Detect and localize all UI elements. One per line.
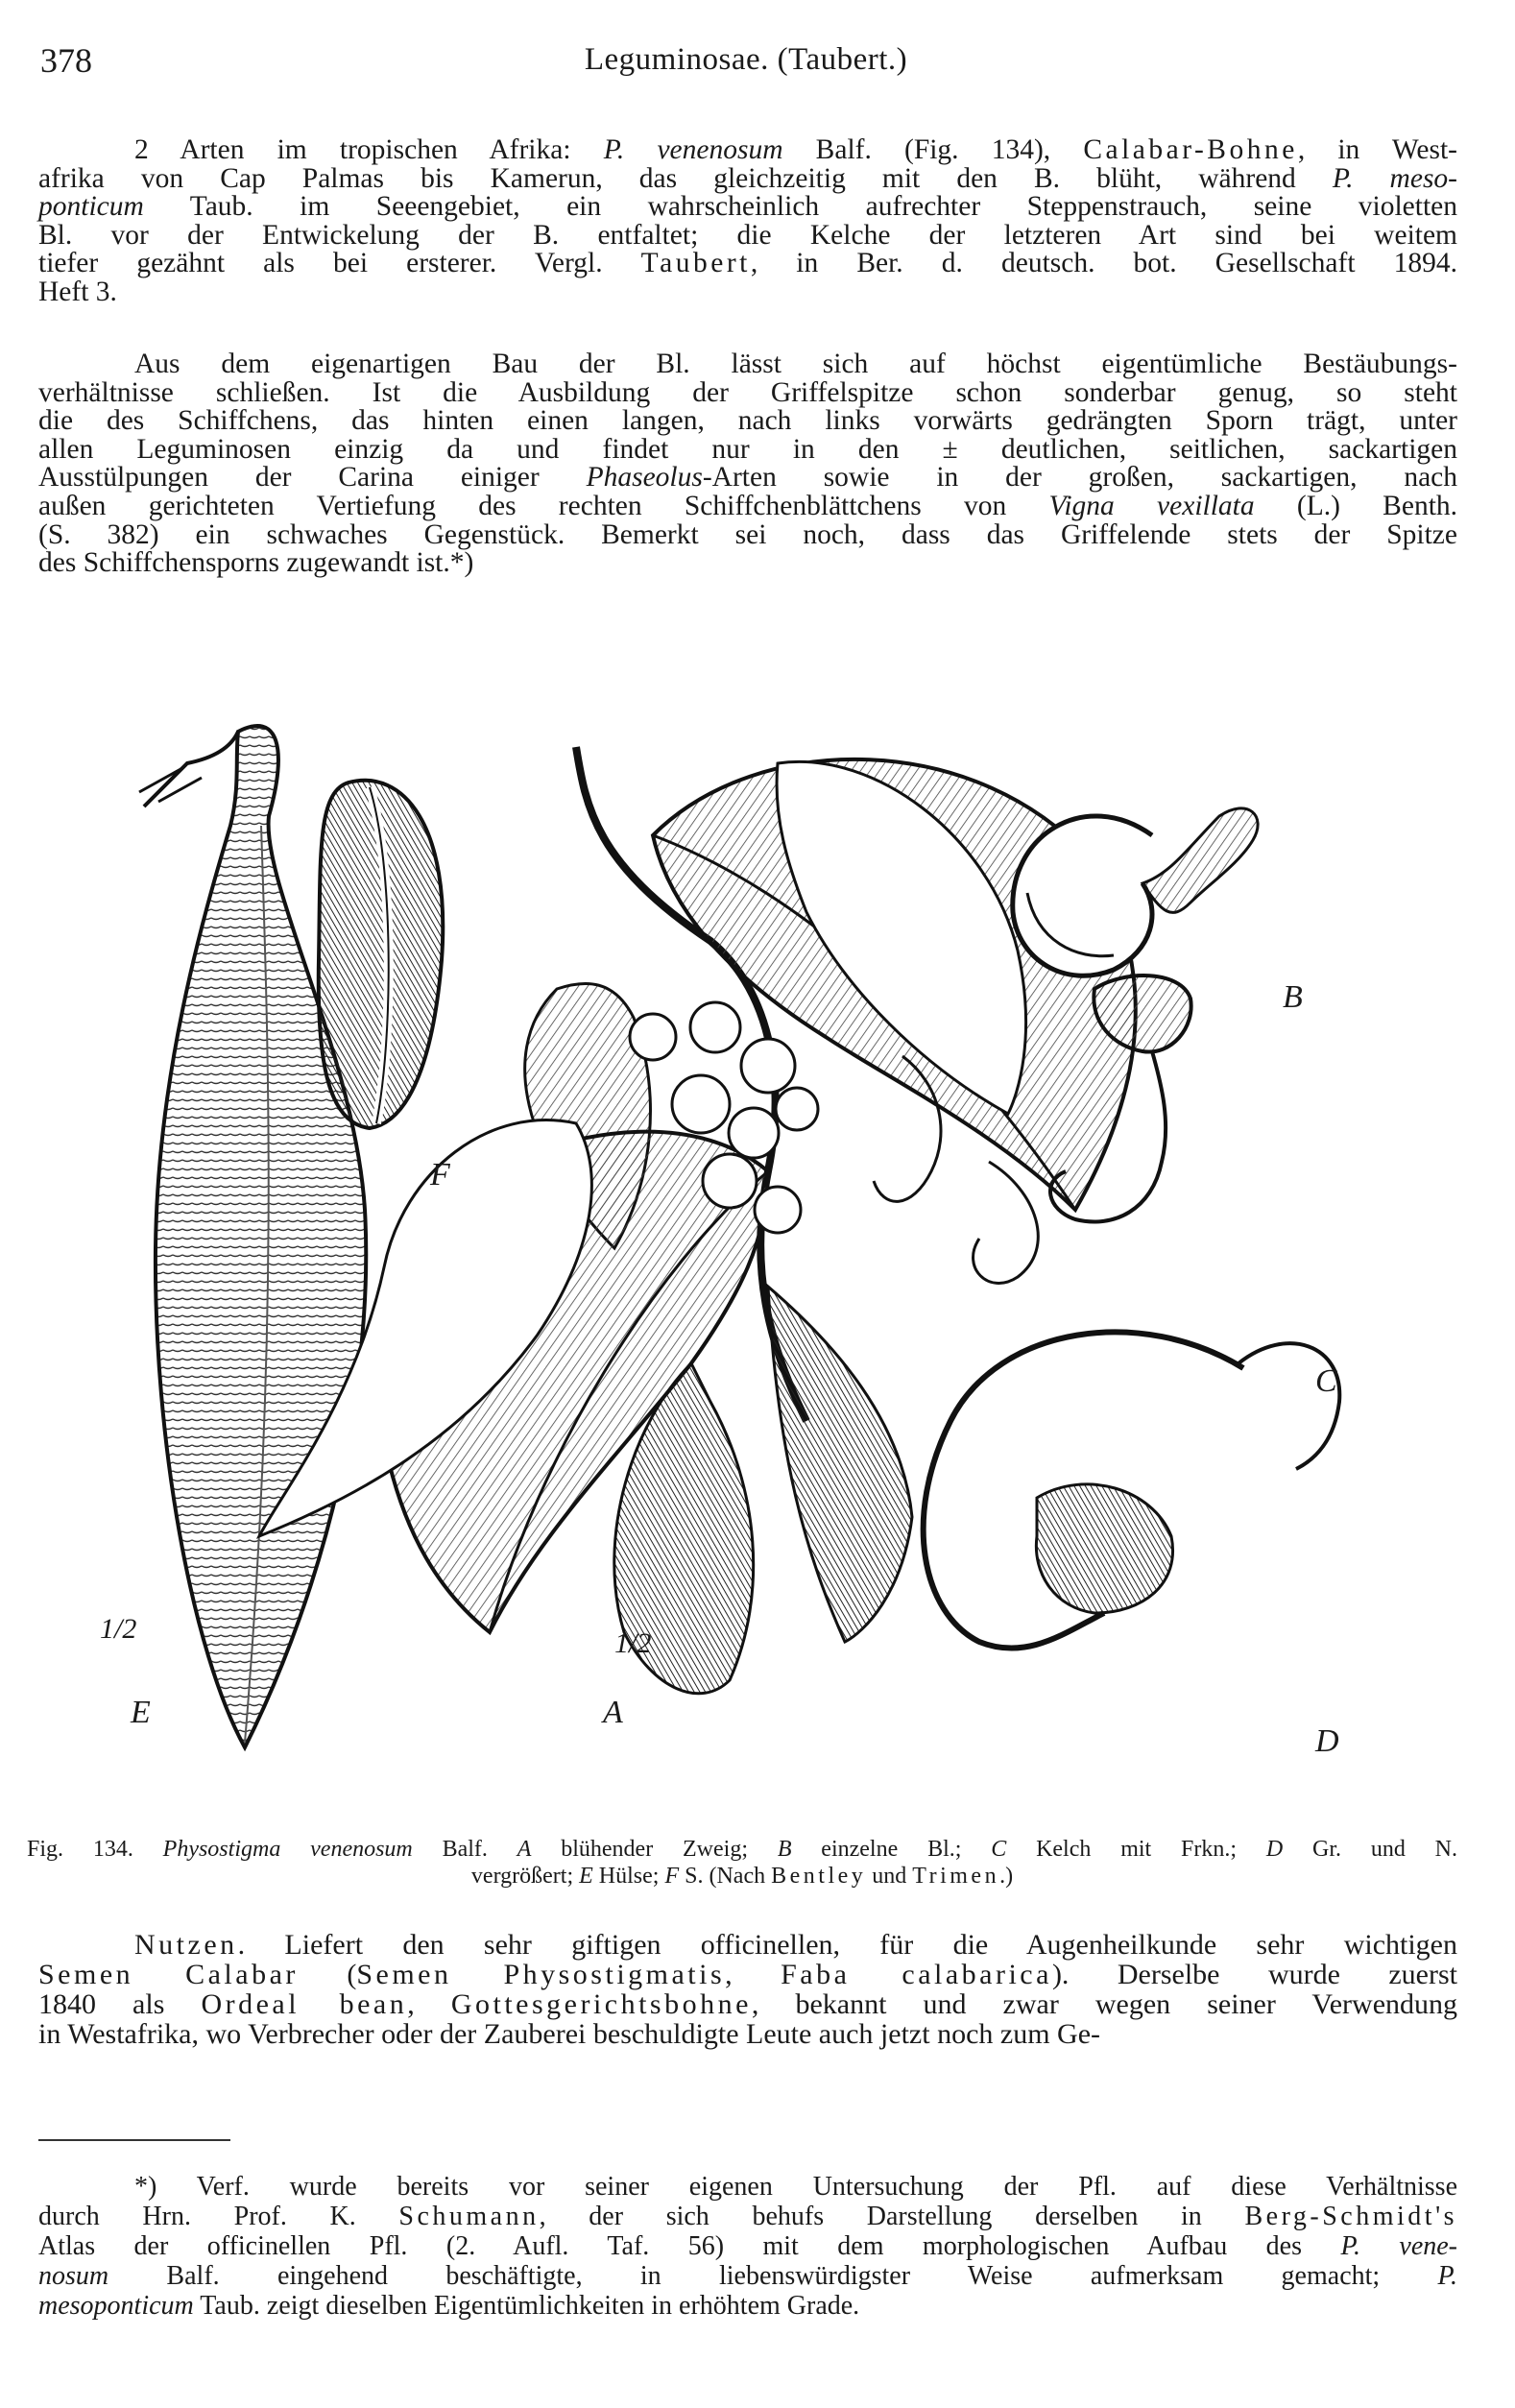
scale-label-E: 1/2 [100,1613,137,1645]
text-line: in Westafrika, wo Verbrecher oder der Zauberei beschuldigte Leute auch jetzt noch zum Ge- [38,2018,1101,2050]
text-line: Aus dem eigenartigen Bau der Bl. lässt sich auf höchst eigentümliche Bestäubungs- [134,349,1457,379]
figure-caption [27,1836,1457,1890]
scale-label-A: 1/2 [614,1627,652,1659]
label-C: C [1315,1363,1337,1399]
text-line: verhältnisse schließen. Ist die Ausbildung der Griffelspitze schon sonderbar genug, so steht [38,376,1457,408]
text-line: Semen Calabar (Semen Physostigmatis, Faba calabarica). Derselbe wurde zuerst [38,1959,1457,1990]
caption-line-2: vergrößert; E Hülse; F S. (Nach Bentley und Trimen.) [470,1864,1014,1889]
seed-drawing-F [319,781,444,1128]
text-line: Bl. vor der Entwickelung der B. entfaltet; die Kelche der letzteren Art sind bei weitem [38,219,1457,251]
text-line: Nutzen. Liefert den sehr giftigen officinellen, für die Augenheilkunde sehr wichtigen [134,1929,1457,1961]
label-B: B [1283,979,1303,1015]
label-F: F [430,1157,450,1192]
figure-134 [38,672,1459,1805]
text-line: Atlas der officinellen Pfl. (2. Aufl. Taf. 56) mit dem morphologischen Aufbau des P. vene- [38,2231,1458,2261]
style-drawing-D [924,1332,1340,1648]
page-number: 378 [40,41,92,80]
paragraph-pollination [38,350,1457,578]
label-D: D [1315,1723,1339,1759]
footnote [38,2172,1457,2321]
running-title: Leguminosae. (Taubert.) [584,42,908,77]
text-line: außen gerichteten Vertiefung des rechten Schiffchenblättchens von Vigna vexillata (L.) Benth. [38,490,1458,521]
label-E: E [131,1695,151,1730]
text-line: 2 Arten im tropischen Afrika: P. venenosum Balf. (Fig. 134), Calabar-Bohne, in West- [134,134,1457,165]
text-line: durch Hrn. Prof. K. Schumann, der sich behufs Darstellung derselben in Berg-Schmidt's [38,2202,1458,2231]
text-line: 1840 als Ordeal bean, Gottesgerichtsbohne, bekannt und zwar wegen seiner Verwendung [38,1988,1458,2020]
flower-drawing-B [1013,808,1258,975]
text-line: Ausstülpungen der Carina einiger Phaseolus-Arten sowie in der großen, sackartigen, nach [38,462,1458,494]
text-line: allen Leguminosen einzig da und findet nur in den ± deutlichen, seitlichen, sackartigen [38,433,1457,465]
text-line: Heft 3. [38,276,117,307]
caption-line-1: Fig. 134. Physostigma venenosum Balf. A blühender Zweig; B einzelne Bl.; C Kelch mit Frkn.; D Gr. und N. [27,1837,1457,1862]
text-line: mesoponticum Taub. zeigt dieselben Eigentümlichkeiten in erhöhtem Grade. [38,2291,860,2321]
paragraph-species [38,136,1457,307]
botanical-illustration [38,672,1459,1805]
text-line: die des Schiffchens, das hinten einen langen, nach links vorwärts gedrängten Sporn trägt, unter [38,405,1457,437]
text-line: tiefer gezähnt als bei ersterer. Vergl. Taubert, in Ber. d. deutsch. bot. Gesellschaft 1894. [38,248,1457,279]
text-line: (S. 382) ein schwaches Gegenstück. Bemerkt sei noch, dass das Griffelende stets der Spitze [38,518,1457,550]
page-header [40,40,1452,88]
text-line: nosum Balf. eingehend beschäftigte, in liebenswürdigster Weise aufmerksam gemacht; P. [38,2261,1457,2291]
paragraph-uses [38,1930,1457,2049]
footnote-rule [38,2139,230,2141]
text-line: des Schiffchensporns zugewandt ist.*) [38,547,474,579]
label-A: A [603,1695,623,1730]
text-line: *) Verf. wurde bereits vor seiner eigenen Untersuchung der Pfl. auf diese Verhältnisse [134,2172,1457,2202]
text-line: ponticum Taub. im Seeengebiet, ein wahrscheinlich aufrechter Steppenstrauch, seine violetten [38,191,1457,223]
text-line: afrika von Cap Palmas bis Kamerun, das gleichzeitig mit den B. blüht, während P. meso- [38,162,1457,194]
